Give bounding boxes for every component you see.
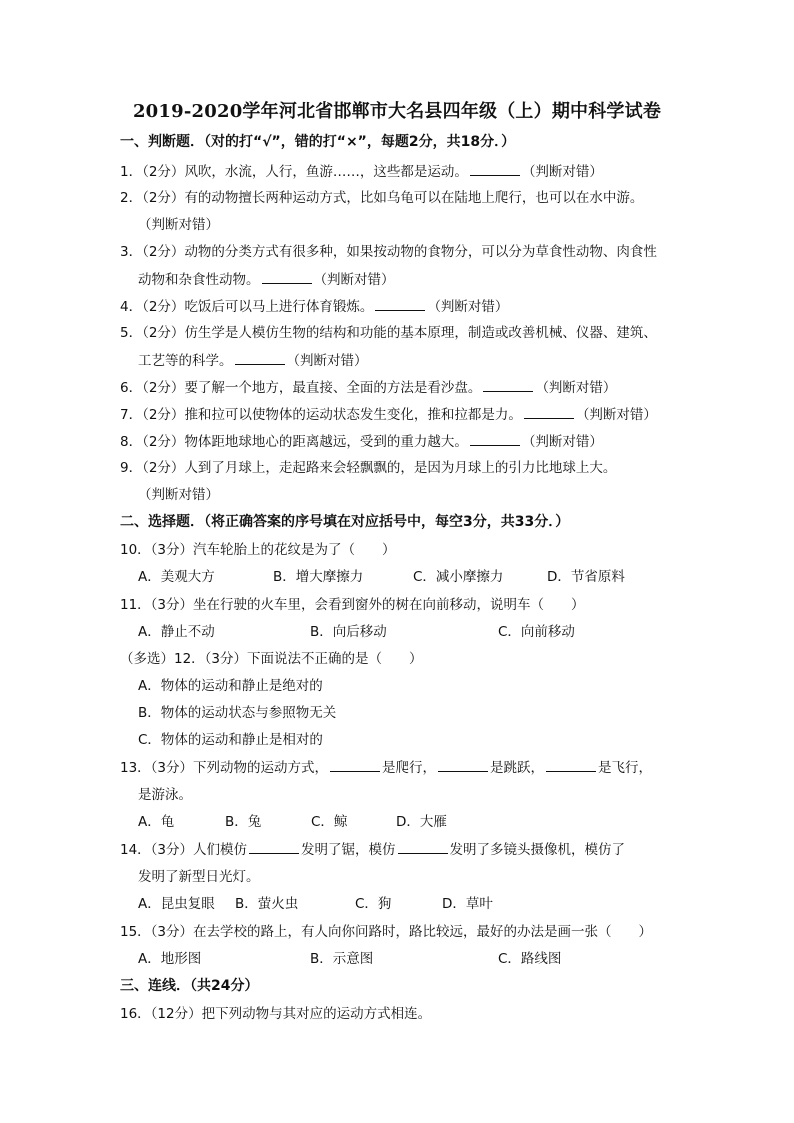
question-text: 物体距地球地心的距离越远，受到的重力越大。 bbox=[184, 434, 468, 450]
question-text: 动物和杂食性动物。 bbox=[138, 272, 260, 288]
question-number: 13．（3分） bbox=[120, 760, 194, 776]
question-2 bbox=[120, 189, 643, 207]
question-text: 有的动物擅长两种运动方式，比如乌龟可以在陆地上爬行，也可以在水中游。 bbox=[184, 190, 644, 206]
option-b[interactable]: B．示意图 bbox=[310, 951, 374, 967]
section-heading-3: 三、连线．（共24分） bbox=[120, 978, 259, 994]
option-c[interactable]: C．向前移动 bbox=[498, 624, 575, 640]
question-3-cont bbox=[138, 270, 395, 289]
option-b[interactable]: B．向后移动 bbox=[310, 624, 387, 640]
option-d[interactable]: D．大雁 bbox=[396, 814, 447, 830]
answer-blank bbox=[524, 405, 574, 419]
question-number: 1．（2分） bbox=[120, 164, 185, 180]
option-c[interactable]: C．路线图 bbox=[498, 951, 562, 967]
answer-blank bbox=[470, 432, 520, 446]
answer-blank bbox=[375, 297, 425, 311]
question-text: 工艺等的科学。 bbox=[138, 353, 233, 369]
option-a[interactable]: A．龟 bbox=[138, 814, 175, 830]
question-text: 吃饭后可以马上进行体育锻炼。 bbox=[184, 299, 374, 315]
answer-blank bbox=[235, 351, 285, 365]
question-number: 6．（2分） bbox=[120, 380, 185, 396]
question-16 bbox=[120, 1005, 431, 1023]
question-14-options bbox=[138, 895, 493, 913]
question-tail: （判断对错） bbox=[535, 380, 617, 396]
question-10 bbox=[120, 541, 396, 559]
question-number: 14．（3分） bbox=[120, 842, 194, 858]
question-13-options bbox=[138, 813, 447, 831]
answer-blank bbox=[546, 758, 596, 772]
option-b[interactable]: B．物体的运动状态与参照物无关 bbox=[138, 705, 337, 721]
question-text: 发明了多镜头摄像机，模仿了 bbox=[449, 842, 626, 858]
answer-blank bbox=[330, 758, 380, 772]
question-2-tail: （判断对错） bbox=[138, 217, 219, 233]
question-number: 11．（3分） bbox=[120, 597, 194, 613]
question-15-options bbox=[138, 950, 561, 968]
question-14-cont: 发明了新型日光灯。 bbox=[138, 869, 260, 885]
option-a[interactable]: A．地形图 bbox=[138, 951, 202, 967]
question-11-options bbox=[138, 623, 575, 641]
question-number: 3．（2分） bbox=[120, 244, 185, 260]
question-14 bbox=[120, 840, 625, 859]
answer-blank bbox=[398, 840, 448, 854]
question-text: 仿生学是人模仿生物的结构和功能的基本原理，制造或改善机械、仪器、建筑、 bbox=[184, 325, 657, 341]
question-text: 汽车轮胎上的花纹是为了（ ） bbox=[193, 542, 396, 558]
question-text: 把下列动物与其对应的运动方式相连。 bbox=[201, 1006, 432, 1022]
option-c[interactable]: C．物体的运动和静止是相对的 bbox=[138, 732, 323, 748]
question-text: 推和拉可以使物体的运动状态发生变化，推和拉都是力。 bbox=[184, 407, 522, 423]
option-a[interactable]: A．静止不动 bbox=[138, 624, 215, 640]
option-a[interactable]: A．美观大方 bbox=[138, 569, 215, 585]
answer-blank bbox=[438, 758, 488, 772]
question-number: 16．（12分） bbox=[120, 1006, 202, 1022]
question-text: 坐在行驶的火车里，会看到窗外的树在向前移动，说明车（ ） bbox=[193, 597, 585, 613]
question-text: 是跳跃， bbox=[490, 760, 545, 776]
question-tail: （判断对错） bbox=[313, 272, 395, 288]
option-b[interactable]: B．增大摩擦力 bbox=[273, 569, 364, 585]
answer-blank bbox=[262, 270, 312, 284]
question-8 bbox=[120, 432, 603, 451]
option-d[interactable]: D．节省原料 bbox=[547, 569, 625, 585]
question-text: 人到了月球上，走起路来会轻飘飘的，是因为月球上的引力比地球上大。 bbox=[184, 460, 617, 476]
question-13-cont: 是游泳。 bbox=[138, 787, 192, 803]
question-15 bbox=[120, 923, 652, 941]
question-1 bbox=[120, 162, 603, 181]
question-text: 是飞行， bbox=[598, 760, 653, 776]
question-tail: （判断对错） bbox=[427, 299, 509, 315]
page-title: 2019-2020学年河北省邯郸市大名县四年级（上）期中科学试卷 bbox=[132, 101, 662, 122]
question-text: 人们模仿 bbox=[193, 842, 248, 858]
answer-blank bbox=[249, 840, 299, 854]
question-tail: （判断对错） bbox=[521, 434, 603, 450]
question-11 bbox=[120, 596, 585, 614]
answer-blank bbox=[483, 378, 533, 392]
question-number: 5．（2分） bbox=[120, 325, 185, 341]
option-b[interactable]: B．兔 bbox=[225, 814, 262, 830]
question-9-tail: （判断对错） bbox=[138, 487, 219, 503]
section-heading-1: 一、判断题．（对的打“√”，错的打“×”，每题2分，共18分．） bbox=[120, 134, 516, 150]
question-tail: （判断对错） bbox=[575, 407, 657, 423]
question-6 bbox=[120, 378, 616, 397]
question-number: （多选）12．（3分） bbox=[120, 651, 248, 667]
question-tail: （判断对错） bbox=[286, 353, 368, 369]
question-tail: （判断对错） bbox=[521, 164, 603, 180]
question-5 bbox=[120, 324, 657, 342]
question-number: 2．（2分） bbox=[120, 190, 185, 206]
option-a[interactable]: A．物体的运动和静止是绝对的 bbox=[138, 678, 323, 694]
question-number: 15．（3分） bbox=[120, 924, 194, 940]
question-text: 发明了锯，模仿 bbox=[301, 842, 396, 858]
question-4 bbox=[120, 297, 508, 316]
question-text: 是爬行， bbox=[382, 760, 437, 776]
question-10-options bbox=[138, 568, 625, 586]
question-3 bbox=[120, 243, 657, 261]
question-text: 要了解一个地方，最直接、全面的方法是看沙盘。 bbox=[184, 380, 482, 396]
section-heading-2: 二、选择题．（将正确答案的序号填在对应括号中，每空3分，共33分．） bbox=[120, 514, 570, 530]
question-9 bbox=[120, 459, 616, 477]
option-c[interactable]: C．狗 bbox=[355, 896, 392, 912]
question-7 bbox=[120, 405, 657, 424]
question-text: 下列动物的运动方式， bbox=[193, 760, 329, 776]
option-c[interactable]: C．鲸 bbox=[311, 814, 348, 830]
question-number: 9．（2分） bbox=[120, 460, 185, 476]
question-text: 下面说法不正确的是（ ） bbox=[247, 651, 423, 667]
option-a[interactable]: A．昆虫复眼 bbox=[138, 896, 215, 912]
question-13 bbox=[120, 758, 652, 777]
option-b[interactable]: B．萤火虫 bbox=[235, 896, 299, 912]
question-12 bbox=[120, 650, 423, 668]
answer-blank bbox=[470, 162, 520, 176]
question-number: 10．（3分） bbox=[120, 542, 194, 558]
question-number: 8．（2分） bbox=[120, 434, 185, 450]
question-text: 在去学校的路上，有人向你问路时，路比较远，最好的办法是画一张（ ） bbox=[193, 924, 653, 940]
question-number: 4．（2分） bbox=[120, 299, 185, 315]
question-text: 风吹，水流，人行，鱼游……，这些都是运动。 bbox=[184, 164, 468, 180]
question-5-cont bbox=[138, 351, 368, 370]
option-d[interactable]: D．草叶 bbox=[442, 896, 493, 912]
option-c[interactable]: C．减小摩擦力 bbox=[413, 569, 504, 585]
question-number: 7．（2分） bbox=[120, 407, 185, 423]
question-text: 动物的分类方式有很多种，如果按动物的食物分，可以分为草食性动物、肉食性 bbox=[184, 244, 657, 260]
